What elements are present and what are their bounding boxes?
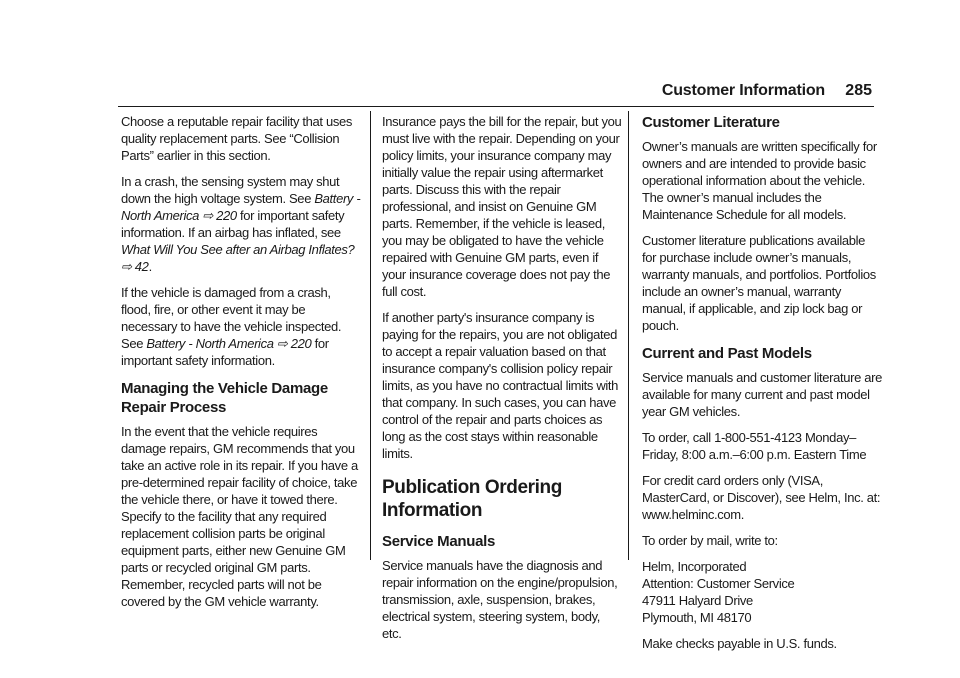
text-run: . bbox=[148, 259, 152, 274]
subsection-heading-models: Current and Past Models bbox=[642, 345, 812, 362]
paragraph: Owner’s manuals are written specifically for owners and are intended to provide basic operational information about the vehicle. The owner’s manual includes the Maintenance Schedule for all models. bbox=[642, 139, 877, 222]
paragraph bbox=[121, 173, 361, 275]
column-3 bbox=[642, 113, 882, 661]
column-divider-2 bbox=[628, 111, 629, 560]
address-line: Helm, Incorporated bbox=[642, 559, 747, 574]
cross-reference-title: Battery - North America bbox=[146, 336, 274, 351]
page-header bbox=[0, 82, 960, 106]
section-title: Customer Information bbox=[661, 82, 825, 99]
paragraph: To order, call 1-800-551-4123 Monday–Friday, 8:00 a.m.–6:00 p.m. Eastern Time bbox=[642, 430, 867, 462]
address-line: Attention: Customer Service bbox=[642, 576, 795, 591]
page-number: 285 bbox=[845, 82, 872, 99]
mailing-address bbox=[642, 558, 882, 626]
subsection-heading-managing: Managing the Vehicle Damage Repair Process bbox=[121, 380, 328, 416]
cross-reference-link[interactable] bbox=[146, 336, 311, 351]
paragraph: Customer literature publications available for purchase include owner’s manuals, warranty manuals, and portfolios. Portfolios include an owner’s manual, warranty manual, if applicable, and zip lock bag or pouch. bbox=[642, 233, 876, 333]
subsection-heading-literature: Customer Literature bbox=[642, 114, 780, 131]
paragraph: Make checks payable in U.S. funds. bbox=[642, 636, 837, 651]
address-line: Plymouth, MI 48170 bbox=[642, 610, 752, 625]
column-divider-1 bbox=[370, 111, 371, 560]
cross-reference-link[interactable] bbox=[121, 242, 354, 274]
column-2 bbox=[382, 113, 622, 651]
text-run: If the vehicle is damaged from a crash, flood, fire, or other event it may be necessary to have the vehicle inspected. See bbox=[121, 285, 342, 351]
paragraph: For credit card orders only (VISA, MasterCard, or Discover), see Helm, Inc. at: www.helminc.com. bbox=[642, 473, 881, 522]
paragraph bbox=[121, 284, 361, 369]
text-run: In a crash, the sensing system may shut down the high voltage system. See bbox=[121, 174, 340, 206]
address-line: 47911 Halyard Drive bbox=[642, 593, 753, 608]
paragraph: In the event that the vehicle requires damage repairs, GM recommends that you take an active role in its repair. If you have a pre-determined repair facility of choice, take the vehicle there, or have it towed there. Specify to the facility that any required replacement collision parts be original equipment parts, either new Genuine GM parts or recycled original GM parts. Remember, recycled parts will not be covered by the GM vehicle warranty. bbox=[121, 424, 358, 609]
paragraph: Service manuals have the diagnosis and repair information on the engine/propulsion, transmission, axle, suspension, brakes, electrical system, steering system, body, etc. bbox=[382, 558, 618, 641]
header-rule bbox=[118, 106, 874, 107]
cross-reference-page: ⇨ 220 bbox=[202, 208, 237, 223]
subsection-heading-service-manuals: Service Manuals bbox=[382, 533, 496, 550]
text-run: for important safety information. If an airbag has inflated, see bbox=[121, 208, 345, 240]
cross-reference-page: ⇨ 220 bbox=[276, 336, 312, 351]
column-1 bbox=[121, 113, 361, 619]
text-run: for important safety information. bbox=[121, 336, 329, 368]
paragraph: Insurance pays the bill for the repair, but you must live with the repair. Depending on your policy limits, your insurance company may initially value the repair using aftermarket parts. Discuss this with the repair professional, and insist on Genuine GM parts. Remember, if the vehicle is leased, you may be obligated to have the vehicle repaired with Genuine GM parts, even if your insurance coverage does not pay the full cost. bbox=[382, 114, 622, 299]
paragraph: If another party's insurance company is paying for the repairs, you are not obligated to accept a repair valuation based on that insurance company's collision policy repair limits, as you have no contractual limits with that company. In such cases, you can have control of the repair and parts choices as long as the cost stays within reasonable limits. bbox=[382, 310, 619, 461]
cross-reference-title: What Will You See after an Airbag Inflates? bbox=[121, 242, 355, 257]
paragraph: Service manuals and customer literature are available for many current and past model year GM vehicles. bbox=[642, 370, 883, 419]
section-heading-publication: Publication Ordering Information bbox=[382, 477, 562, 521]
paragraph: Choose a reputable repair facility that uses quality replacement parts. See “Collision Parts” earlier in this section. bbox=[121, 114, 353, 163]
paragraph: To order by mail, write to: bbox=[642, 533, 778, 548]
cross-reference-title: Battery - North America bbox=[121, 191, 361, 223]
cross-reference-page: ⇨ 42 bbox=[121, 259, 149, 274]
